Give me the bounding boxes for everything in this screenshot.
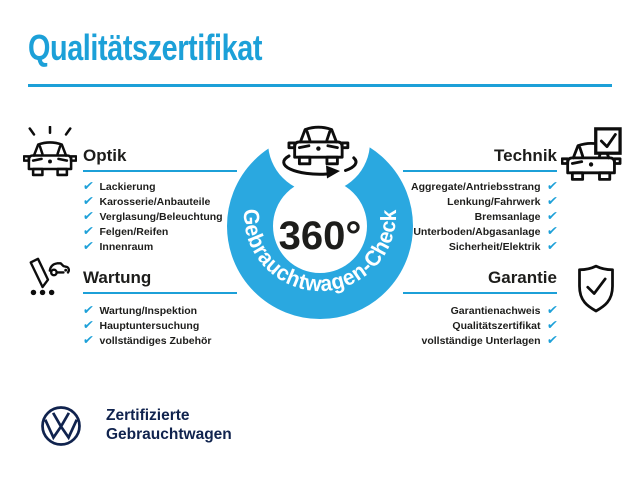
check-icon: ✔ [82,208,95,224]
check-icon: ✔ [82,193,95,209]
checklist-item-label: vollständige Unterlagen [421,334,541,347]
checklist-item-label: vollständiges Zubehör [99,334,212,347]
page-title: Qualitätszertifikat [28,27,263,68]
checklist-item-label: Lackierung [99,180,156,193]
section-title-technik: Technik [403,147,557,172]
check-icon: ✔ [82,178,95,194]
checklist-item-label: Aggregate/Antriebsstrang [410,180,541,193]
footer-brand-line1: Zertifizierte [106,407,190,424]
check-icon: ✔ [545,238,559,254]
footer-brand-line2: Gebrauchtwagen [106,425,232,443]
section-title-optik: Optik [83,147,237,172]
vw-logo [40,405,82,447]
section-title-wartung: Wartung [83,269,237,294]
check-icon: ✔ [545,178,559,194]
badge-ring-label: Gebrauchtwagen-Check [238,208,402,297]
checklist-item-label: Karosserie/Anbauteile [99,195,211,208]
check-icon: ✔ [545,332,559,348]
checklist-item [83,333,237,348]
checklist-item-label: Wartung/Inspektion [99,304,198,317]
checklist-item-label: Bremsanlage [474,210,541,223]
check-icon: ✔ [82,223,95,239]
title-divider [28,84,612,87]
car-shine-icon [23,126,77,180]
check-icon: ✔ [545,223,559,239]
360-check-badge [210,100,430,335]
checklist-item-label: Hauptuntersuchung [99,319,200,332]
checklist-item-label: Sicherheit/Elektrik [448,240,541,253]
badge-value: 360° [278,214,362,258]
checklist-item-label: Lenkung/Fahrwerk [447,195,541,208]
service-checklist-icon [26,257,70,297]
footer-brand-text [106,407,232,444]
check-icon: ✔ [545,208,559,224]
checklist-item [403,333,557,348]
check-icon: ✔ [545,302,559,318]
checklist-item-label: Unterboden/Abgasanlage [413,225,541,238]
car-checkbox-icon [561,127,623,185]
checklist-item-label: Felgen/Reifen [99,225,169,238]
check-icon: ✔ [82,317,95,333]
check-icon: ✔ [82,238,95,254]
check-icon: ✔ [545,193,559,209]
check-icon: ✔ [82,302,95,318]
checklist-item-label: Garantienachweis [450,304,541,317]
checklist-item-label: Verglasung/Beleuchtung [99,210,223,223]
checklist-item-label: Innenraum [99,240,154,253]
check-icon: ✔ [545,317,559,333]
checklist-item-label: Qualitätszertifikat [452,319,541,332]
shield-check-icon [574,262,618,316]
check-icon: ✔ [82,332,95,348]
section-title-garantie: Garantie [403,269,557,294]
